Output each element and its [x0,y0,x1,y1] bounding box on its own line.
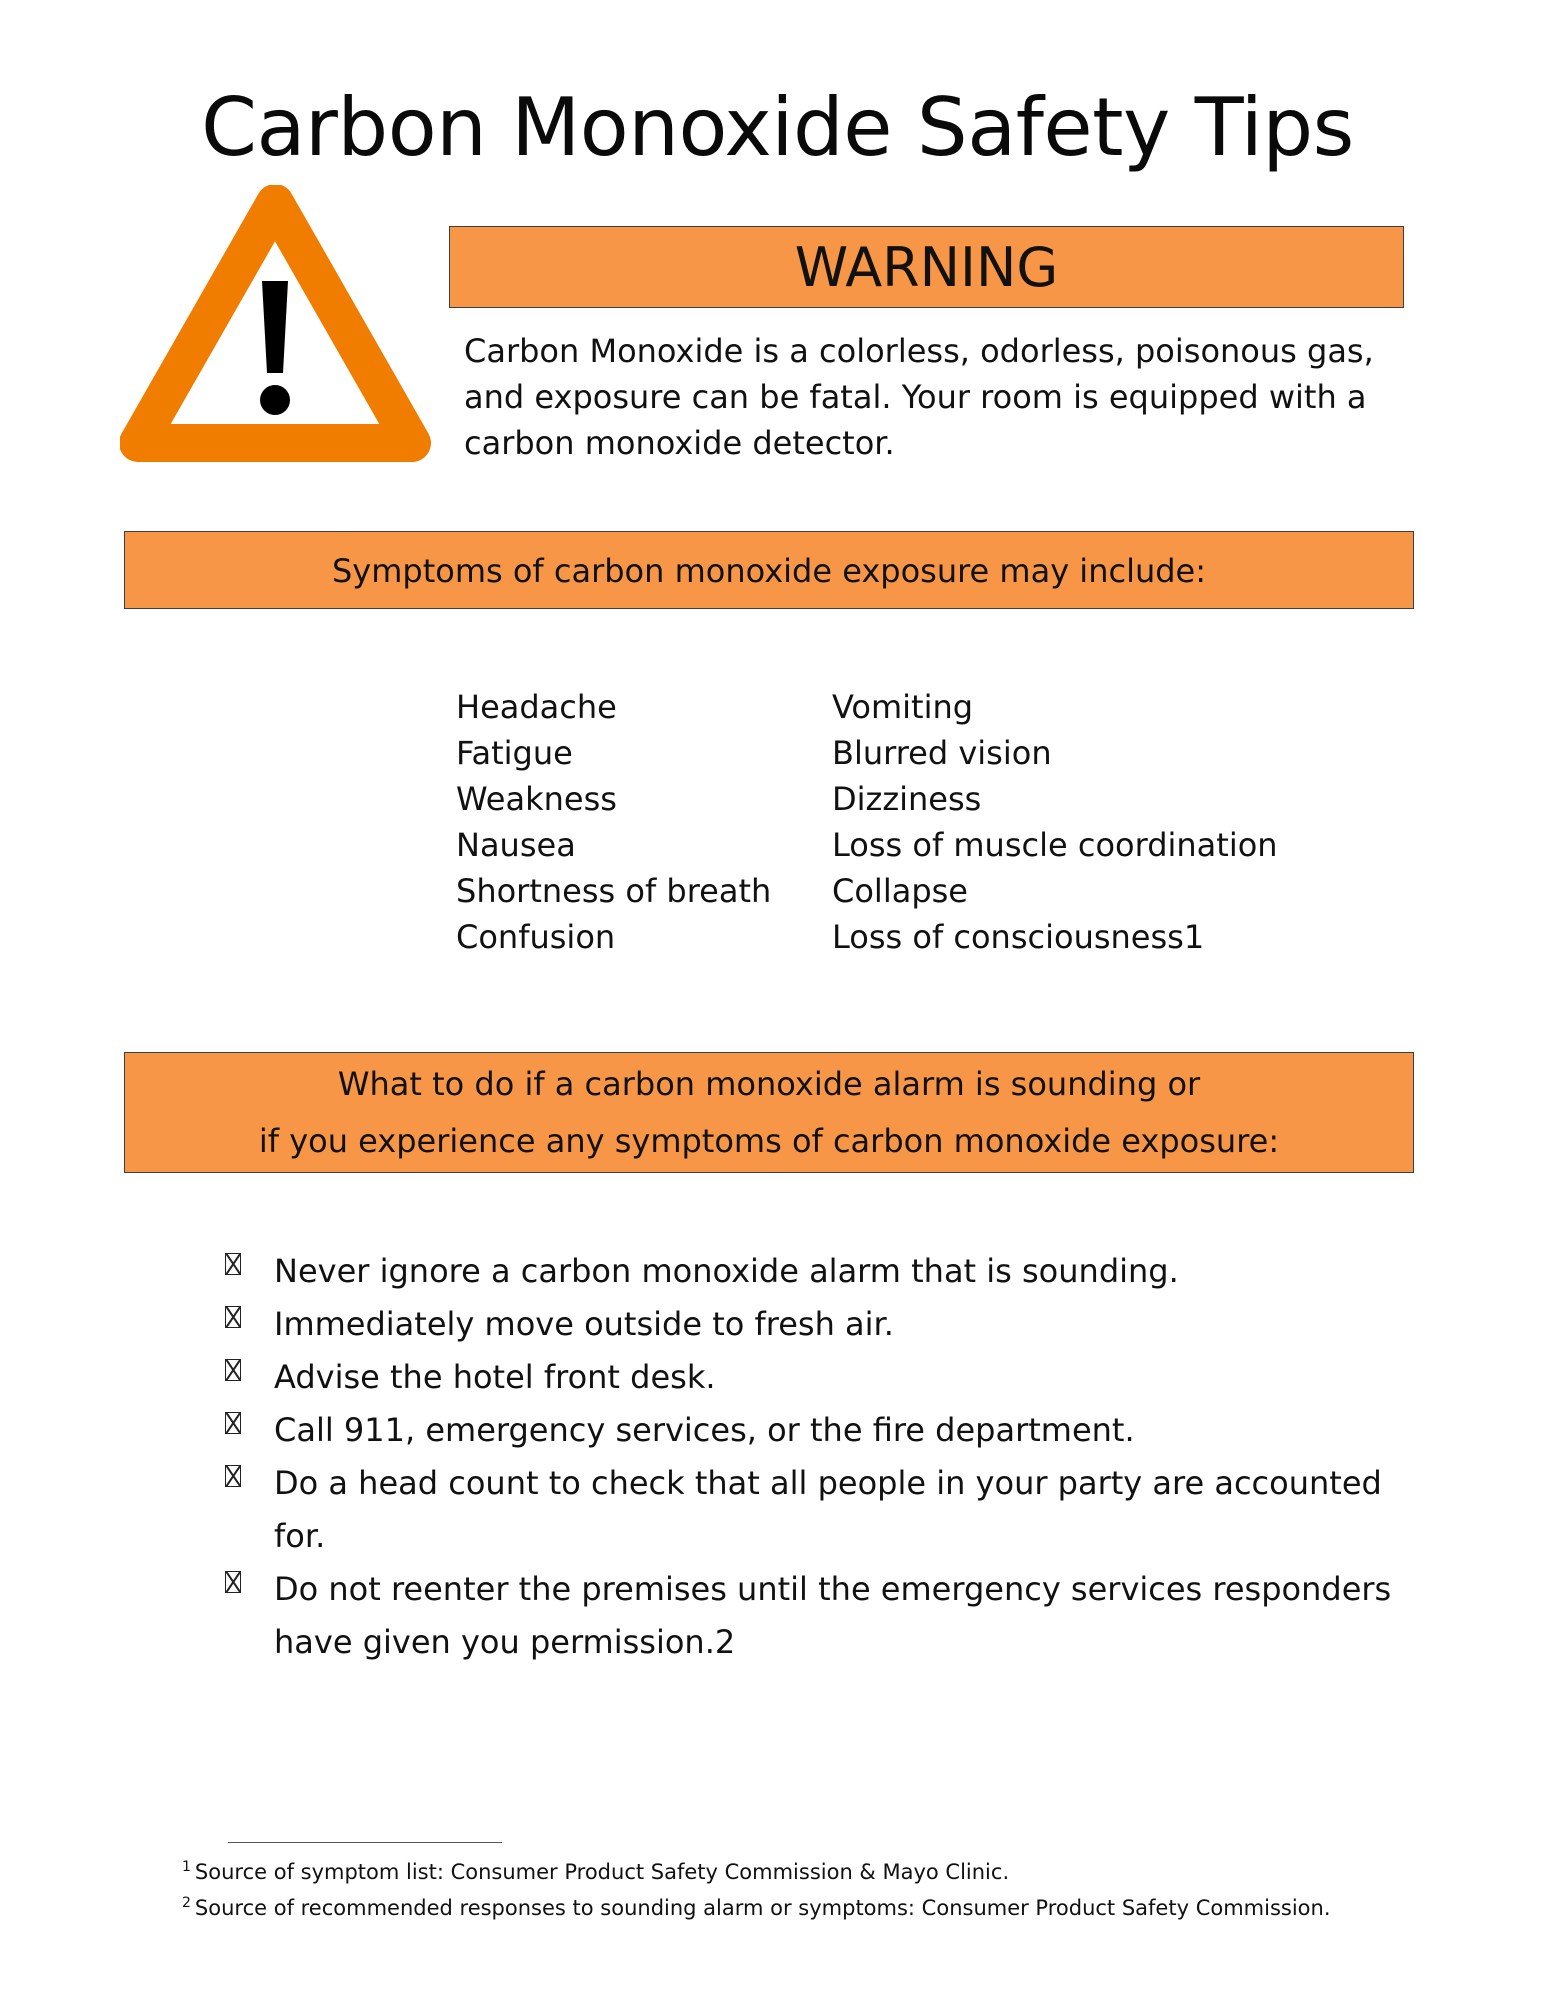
list-item [225,1298,1425,1351]
footnote-divider [228,1842,502,1843]
footnote-text: Source of recommended responses to sounding alarm or symptoms: Consumer Product Safety Commission. [194,1896,1331,1920]
symptom-item: Dizziness [832,780,982,818]
checkbox-x-icon [225,1359,241,1381]
symptom-item: Shortness of breath [456,872,772,910]
action-text: Immediately move outside to fresh air. [274,1305,894,1343]
actions-heading-line-1: What to do if a carbon monoxide alarm is sounding or [337,1065,1201,1103]
symptom-item: Loss of consciousness1 [832,918,1205,956]
footnote-mark: 1 [182,1859,191,1875]
checkbox-x-icon [225,1412,241,1434]
list-item [225,1404,1425,1457]
action-text: Call 911, emergency services, or the fire department. [274,1411,1135,1449]
list-item [225,1563,1425,1669]
symptom-item: Nausea [456,826,576,864]
symptom-item: Confusion [456,918,616,956]
footnote-2 [182,1888,1482,1924]
checkbox-x-icon [225,1465,241,1487]
checkbox-x-icon [225,1306,241,1328]
symptom-item: Loss of muscle coordination [832,826,1278,864]
symptom-item: Weakness [456,780,617,818]
action-text: Do a head count to check that all people in your party are accounted for. [274,1464,1382,1555]
list-item [225,1351,1425,1404]
warning-triangle-icon [120,185,440,465]
symptom-item: Vomiting [832,688,974,726]
action-text: Advise the hotel front desk. [274,1358,716,1396]
warning-text: Carbon Monoxide is a colorless, odorless, poisonous gas, and exposure can be fatal. Your room is equipped with a carbon monoxide detector. [464,332,1374,462]
list-item [225,1245,1425,1298]
footnote-1 [182,1852,1482,1888]
footnotes [182,1852,1482,1924]
footnote-text: Source of symptom list: Consumer Product Safety Commission & Mayo Clinic. [194,1860,1010,1884]
symptom-item: Collapse [832,872,968,910]
actions-heading-line-2: if you experience any symptoms of carbon monoxide exposure: [258,1122,1280,1160]
actions-list [225,1245,1425,1669]
symptom-item: Headache [456,688,617,726]
checkbox-x-icon [225,1253,241,1275]
actions-heading [124,1052,1414,1173]
checkbox-x-icon [225,1571,241,1593]
action-text: Never ignore a carbon monoxide alarm that is sounding. [274,1252,1179,1290]
page-title: Carbon Monoxide Safety Tips [201,81,1354,174]
symptoms-left-column [456,684,816,960]
list-item [225,1457,1425,1563]
symptoms-heading: Symptoms of carbon monoxide exposure may include: [124,531,1414,609]
symptoms-right-column [832,684,1352,960]
symptom-item: Blurred vision [832,734,1052,772]
action-text: Do not reenter the premises until the emergency services responders have given you permission.2 [274,1570,1392,1661]
footnote-mark: 2 [182,1895,191,1911]
warning-heading: WARNING [449,226,1404,308]
symptom-item: Fatigue [456,734,573,772]
